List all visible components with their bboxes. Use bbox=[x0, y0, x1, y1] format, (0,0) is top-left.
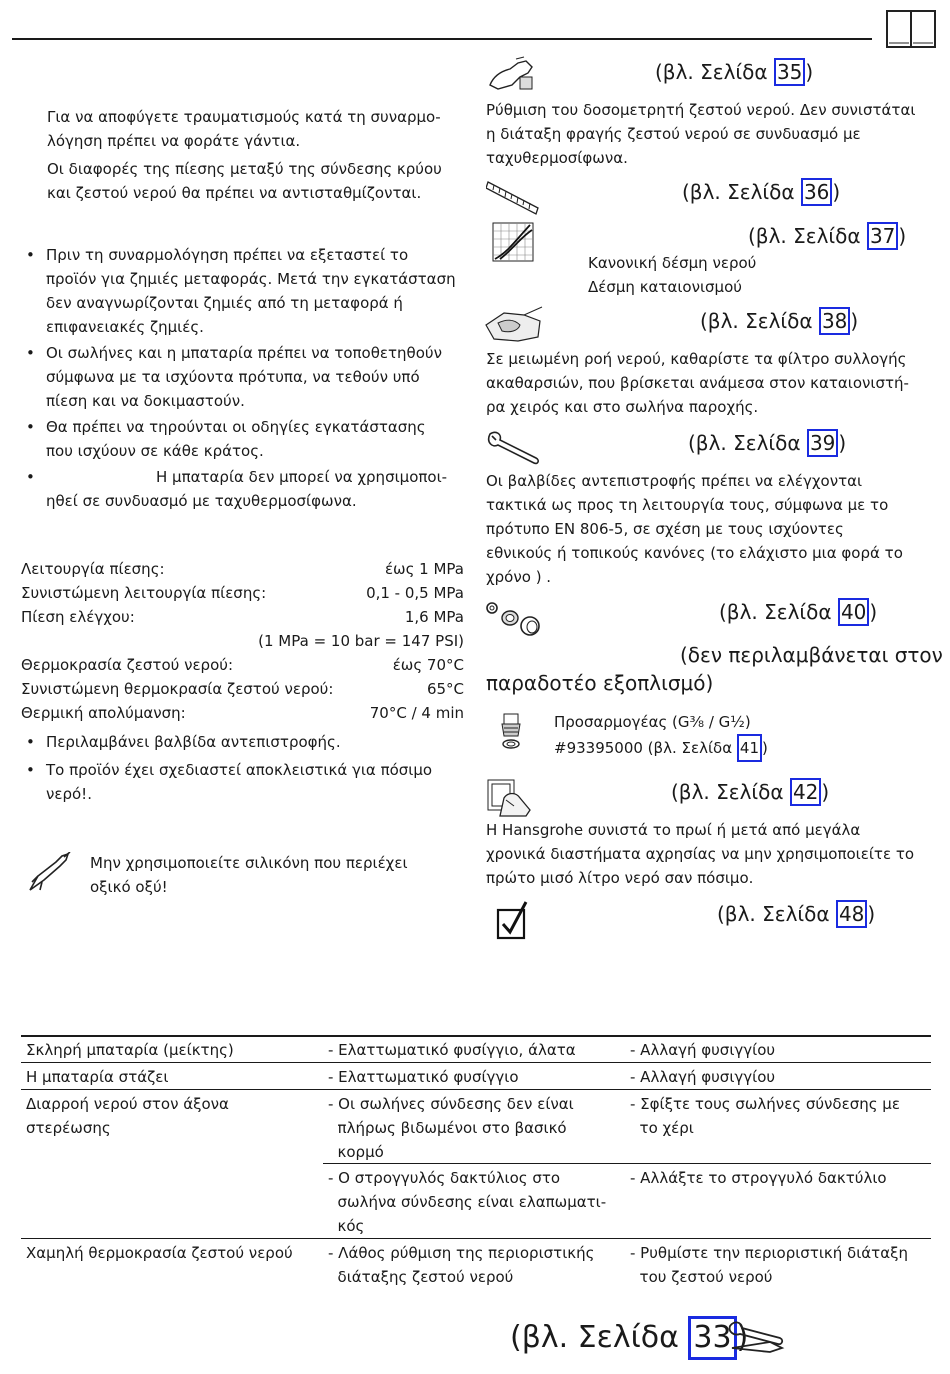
row-divider bbox=[323, 1163, 931, 1164]
page-ref-prefix: (βλ. Σελίδα bbox=[688, 431, 807, 455]
page-ref-36 bbox=[682, 178, 840, 206]
spec-value: 0,1 - 0,5 MPa bbox=[366, 584, 464, 602]
bullet: • bbox=[26, 344, 35, 362]
list-text: Οι σωλήνες και η μπαταρία πρέπει να τοποθετηθούν bbox=[46, 344, 442, 362]
graph-icon bbox=[492, 222, 534, 262]
warning-line: και ζεστού νερού θα πρέπει να αντισταθμίζονται. bbox=[47, 184, 422, 202]
list-text: Περιλαμβάνει βαλβίδα αντεπιστροφής. bbox=[46, 733, 341, 751]
adapter-icon bbox=[500, 712, 522, 752]
page-ref-suffix: ) bbox=[821, 780, 830, 804]
not-included-line-2: παραδοτέο εξοπλισμό) bbox=[486, 671, 714, 695]
spray-modes bbox=[588, 251, 756, 299]
page-link[interactable]: 39 bbox=[807, 429, 838, 457]
page-link[interactable]: 37 bbox=[867, 222, 898, 250]
problem-cell: Χαμηλή θερμοκρασία ζεστού νερού bbox=[26, 1244, 293, 1262]
text-line: Σε μειωμένη ροή νερού, καθαρίστε τα φίλτρο συλλογής bbox=[486, 350, 907, 368]
list-item bbox=[24, 415, 456, 463]
drinking-water-text bbox=[486, 818, 914, 890]
list-text: προϊόν για ζημιές μεταφοράς. Μετά την εγκατάσταση bbox=[46, 270, 456, 288]
list-item bbox=[24, 758, 432, 806]
page-ref-suffix: ) bbox=[898, 224, 907, 248]
wrench-icon bbox=[486, 430, 542, 466]
header-rule bbox=[12, 38, 872, 40]
bullet: • bbox=[26, 246, 35, 264]
table-row bbox=[21, 1038, 931, 1062]
cell-line: Διαρροή νερού στον άξονα bbox=[26, 1095, 229, 1113]
text-line: Δέσμη καταιονισμού bbox=[588, 278, 742, 296]
safety-warnings bbox=[47, 105, 442, 205]
book-icon bbox=[886, 10, 936, 48]
list-text: Θα πρέπει να τηρούνται οι οδηγίες εγκατάστασης bbox=[46, 418, 426, 436]
row-divider bbox=[21, 1089, 931, 1090]
list-text: σύμφωνα με τα ισχύοντα πρότυπα, να τεθούν υπό bbox=[46, 368, 420, 386]
row-divider bbox=[21, 1062, 931, 1063]
solution-cell bbox=[630, 1092, 900, 1140]
ruler-icon bbox=[486, 178, 540, 218]
spec-label: Πίεση ελέγχου: bbox=[21, 608, 135, 626]
footer-page-ref bbox=[510, 1316, 748, 1360]
list-text: Η μπαταρία δεν μπορεί να χρησιμοποι- bbox=[156, 468, 448, 486]
cause-cell bbox=[328, 1166, 606, 1238]
not-included-line-1: (δεν περιλαμβάνεται στον bbox=[680, 643, 943, 667]
text-line: ακαθαρσιών, που βρίσκεται ανάμεσα στον καταιονιστή- bbox=[486, 374, 909, 392]
spec-value: 1,6 MPa bbox=[404, 608, 464, 626]
adapter-name: Προσαρμογέας (G⅜ / G½) bbox=[554, 713, 751, 731]
cause-cell: - Ελαττωματικό φυσίγγιο bbox=[328, 1068, 519, 1086]
page-ref-48 bbox=[717, 900, 875, 928]
page-ref-42 bbox=[671, 778, 829, 806]
product-notes bbox=[24, 730, 432, 806]
spec-value: έως 70°C bbox=[392, 656, 464, 674]
spec-row bbox=[21, 605, 464, 629]
page-ref-suffix: ) bbox=[736, 1320, 749, 1355]
solution-cell bbox=[630, 1166, 887, 1190]
list-text: δεν αναγνωρίζονται ζημιές από τη μεταφορά ή bbox=[46, 294, 403, 312]
cell-line: κός bbox=[328, 1217, 365, 1235]
page-link[interactable]: 33 bbox=[688, 1316, 736, 1360]
warning-line: οξικό οξύ! bbox=[90, 878, 168, 896]
page-ref-prefix: (βλ. Σελίδα bbox=[717, 902, 836, 926]
table-row bbox=[21, 1241, 931, 1289]
cell-line: - Ρυθμίστε την περιοριστική διάταξη bbox=[630, 1244, 908, 1262]
solution-cell: - Αλλαγή φυσιγγίου bbox=[630, 1041, 776, 1059]
list-text: πίεση και να δοκιμαστούν. bbox=[46, 392, 245, 410]
page-ref-prefix: (βλ. Σελίδα bbox=[748, 224, 867, 248]
table-row bbox=[21, 1166, 931, 1238]
list-text: ηθεί σε συνδυασμό με ταχυθερμοσίφωνα. bbox=[46, 492, 357, 510]
bullet: • bbox=[26, 418, 35, 436]
page-ref-35 bbox=[655, 58, 813, 86]
cell-line: - Αλλάξτε το στρογγυλό δακτύλιο bbox=[630, 1169, 887, 1187]
spec-value: (1 MPa = 10 bar = 147 PSI) bbox=[258, 632, 464, 650]
text-line: πρότυπο EN 806-5, σε σχέση με τους ισχύοντες bbox=[486, 520, 844, 538]
page-link[interactable]: 48 bbox=[836, 900, 867, 928]
silicone-gun-icon bbox=[26, 852, 72, 892]
table-row bbox=[21, 1092, 931, 1164]
page-link[interactable]: 35 bbox=[774, 58, 805, 86]
spec-value: έως 1 MPa bbox=[384, 560, 464, 578]
checkbox-icon bbox=[496, 900, 530, 940]
installation-notes bbox=[24, 243, 456, 513]
text-line: ταχυθερμοσίφωνα. bbox=[486, 149, 628, 167]
spec-label: Θερμική απολύμανση: bbox=[21, 704, 186, 722]
page-link[interactable]: 38 bbox=[819, 307, 850, 335]
page-ref-prefix: (βλ. Σελίδα bbox=[655, 60, 774, 84]
spec-row bbox=[21, 629, 464, 653]
specifications bbox=[21, 557, 464, 725]
spec-label: Συνιστώμενη λειτουργία πίεσης: bbox=[21, 584, 267, 602]
spec-value: 65°C bbox=[426, 680, 464, 698]
cell-line: στερέωσης bbox=[26, 1119, 111, 1137]
row-divider bbox=[21, 1238, 931, 1239]
page-ref-prefix: (βλ. Σελίδα bbox=[719, 600, 838, 624]
text-line: Η Hansgrohe συνιστά το πρωί ή μετά από μεγάλα bbox=[486, 821, 861, 839]
adapter-ref bbox=[554, 734, 768, 762]
text-line: χρόνο ) . bbox=[486, 568, 552, 586]
text-line: ρα χειρός και στο σωλήνα παροχής. bbox=[486, 398, 759, 416]
cause-cell: - Ελαττωματικό φυσίγγιο, άλατα bbox=[328, 1041, 576, 1059]
page-link[interactable]: 40 bbox=[838, 598, 869, 626]
warning-line: Μην χρησιμοποιείτε σιλικόνη που περιέχει bbox=[90, 854, 408, 872]
silicone-warning bbox=[90, 851, 408, 899]
spec-label: Θερμοκρασία ζεστού νερού: bbox=[21, 656, 233, 674]
bullet: • bbox=[26, 761, 35, 779]
cell-line: - Λάθος ρύθμιση της περιοριστικής bbox=[328, 1244, 595, 1262]
solution-cell: - Αλλαγή φυσιγγίου bbox=[630, 1068, 776, 1086]
list-text: Πριν τη συναρμολόγηση πρέπει να εξεταστεί το bbox=[46, 246, 409, 264]
spec-value: 70°C / 4 min bbox=[369, 704, 464, 722]
spec-label: Λειτουργία πίεσης: bbox=[21, 560, 165, 578]
page-link[interactable]: 41 bbox=[737, 734, 762, 762]
text-line: χρονικά διαστήματα αχρησίας να μην χρησιμοποιείτε το bbox=[486, 845, 915, 863]
text-line: εθνικούς ή τοπικούς κανόνες (το ελάχιστο μια φορά το bbox=[486, 544, 903, 562]
spec-label: Συνιστώμενη θερμοκρασία ζεστού νερού: bbox=[21, 680, 334, 698]
table-top-rule bbox=[21, 1035, 931, 1037]
solution-cell bbox=[630, 1241, 908, 1289]
cell-line: - Ο στρογγυλός δακτύλιος στο bbox=[328, 1169, 561, 1187]
page-ref-suffix: ) bbox=[805, 60, 814, 84]
bullet: • bbox=[26, 733, 35, 751]
list-item bbox=[24, 465, 456, 513]
warning-line: λόγηση πρέπει να φοράτε γάντια. bbox=[47, 132, 301, 150]
cell-line: κορμό bbox=[328, 1143, 384, 1161]
page-ref-suffix: ) bbox=[850, 309, 859, 333]
adapter-info bbox=[554, 710, 768, 762]
tools-icon bbox=[726, 1318, 786, 1358]
page-link[interactable]: 42 bbox=[790, 778, 821, 806]
fittings-icon bbox=[486, 600, 544, 640]
cell-line: σωλήνα σύνδεσης είναι ελαπωματι- bbox=[328, 1193, 607, 1211]
cell-line: - Σφίξτε τους σωλήνες σύνδεσης με bbox=[630, 1095, 900, 1113]
cell-line: το χέρι bbox=[630, 1119, 694, 1137]
warning-line: Για να αποφύγετε τραυματισμούς κατά τη συναρμο- bbox=[47, 108, 441, 126]
list-text: νερό!. bbox=[46, 785, 92, 803]
page-ref-prefix: (βλ. Σελίδα bbox=[700, 309, 819, 333]
spec-row bbox=[21, 581, 464, 605]
hand-outlet-icon bbox=[486, 776, 536, 818]
check-valve-text bbox=[486, 469, 903, 589]
cause-cell bbox=[328, 1092, 574, 1164]
cell-line: - Οι σωλήνες σύνδεσης δεν είναι bbox=[328, 1095, 574, 1113]
page-ref-prefix: (βλ. Σελίδα bbox=[510, 1320, 689, 1355]
text-line: Κανονική δέσμη νερού bbox=[588, 254, 757, 272]
bullet: • bbox=[26, 468, 35, 486]
list-item bbox=[24, 243, 456, 339]
spec-row bbox=[21, 557, 464, 581]
cell-line: του ζεστού νερού bbox=[630, 1268, 773, 1286]
page-ref-suffix: ) bbox=[762, 739, 768, 757]
text-line: πρώτο μισό λίτρο νερό σαν πόσιμο. bbox=[486, 869, 754, 887]
cell-line: διάταξης ζεστού νερού bbox=[328, 1268, 514, 1286]
spec-row bbox=[21, 701, 464, 725]
cleaning-hand-icon bbox=[484, 305, 544, 345]
text-line: η διάταξη φραγής ζεστού νερού σε συνδυασμό με bbox=[486, 125, 861, 143]
hand-tool-icon bbox=[488, 55, 536, 93]
problem-cell: Η μπαταρία στάζει bbox=[26, 1068, 169, 1086]
list-text: που ισχύουν σε κάθε κράτος. bbox=[46, 442, 264, 460]
cause-cell bbox=[328, 1241, 594, 1289]
list-item bbox=[24, 730, 432, 754]
text-line: τακτικά ως προς τη λειτουργία τους, σύμφωνα με το bbox=[486, 496, 889, 514]
page-ref-suffix: ) bbox=[867, 902, 876, 926]
spec-row bbox=[21, 653, 464, 677]
page-ref-39 bbox=[688, 429, 846, 457]
cell-line: πλήρως βιδωμένοι στο βασικό bbox=[328, 1119, 567, 1137]
page-ref-suffix: ) bbox=[869, 600, 878, 624]
page-ref-prefix: (βλ. Σελίδα bbox=[671, 780, 790, 804]
spec-row bbox=[21, 677, 464, 701]
list-item bbox=[24, 341, 456, 413]
cleaning-text bbox=[486, 347, 909, 419]
warning-line: Οι διαφορές της πίεσης μεταξύ της σύνδεσης κρύου bbox=[47, 160, 442, 178]
page-ref-prefix: #93395000 (βλ. Σελίδα bbox=[554, 739, 737, 757]
page-link[interactable]: 36 bbox=[801, 178, 832, 206]
page-ref-prefix: (βλ. Σελίδα bbox=[682, 180, 801, 204]
page-ref-suffix: ) bbox=[832, 180, 841, 204]
problem-cell bbox=[26, 1092, 229, 1140]
list-text: επιφανειακές ζημιές. bbox=[46, 318, 204, 336]
text-line: Ρύθμιση του δοσομετρητή ζεστού νερού. Δεν συνιστάται bbox=[486, 101, 916, 119]
hot-water-limiter-text bbox=[486, 98, 915, 170]
page-ref-40 bbox=[719, 598, 877, 626]
text-line: Οι βαλβίδες αντεπιστροφής πρέπει να ελέγχονται bbox=[486, 472, 863, 490]
page-ref-37 bbox=[748, 222, 906, 250]
page-ref-suffix: ) bbox=[838, 431, 847, 455]
problem-cell: Σκληρή μπαταρία (μείκτης) bbox=[26, 1041, 234, 1059]
list-text: Το προϊόν έχει σχεδιαστεί αποκλειστικά για πόσιμο bbox=[46, 761, 433, 779]
table-row bbox=[21, 1065, 931, 1089]
page-ref-38 bbox=[700, 307, 858, 335]
